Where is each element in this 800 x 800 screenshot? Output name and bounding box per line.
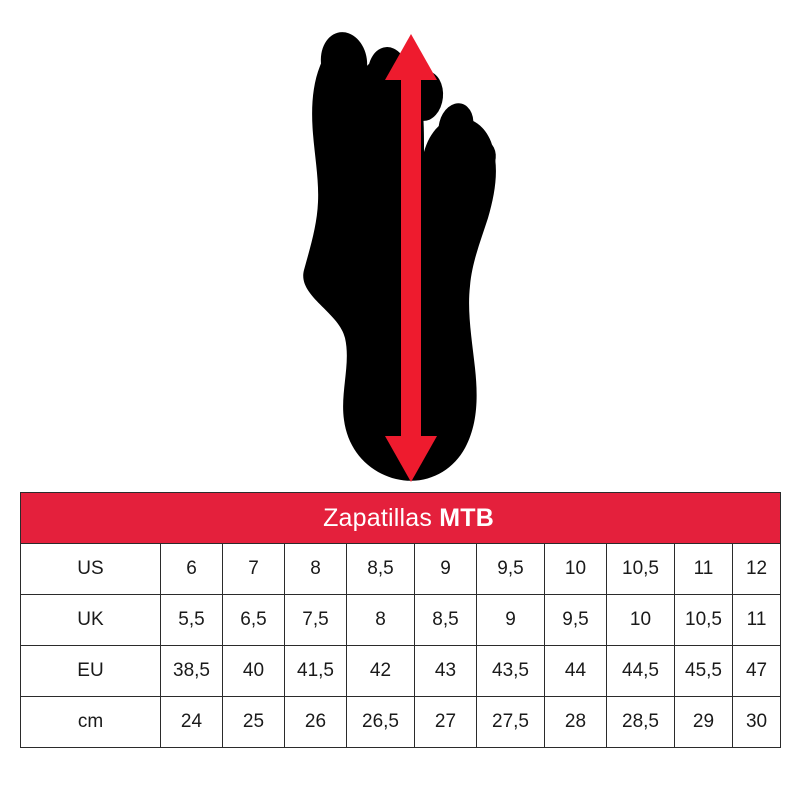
cell-cm-8: 28,5 [607,697,675,748]
table-row-us [21,544,781,595]
row-label-eu: EU [21,646,161,697]
table-title-cell [21,493,781,544]
cell-uk-10: 11 [733,595,781,646]
cell-uk-1: 5,5 [161,595,223,646]
cell-eu-7: 44 [545,646,607,697]
cell-cm-7: 28 [545,697,607,748]
cell-us-2: 7 [223,544,285,595]
cell-uk-7: 9,5 [545,595,607,646]
cell-eu-10: 47 [733,646,781,697]
cell-us-5: 9 [415,544,477,595]
cell-cm-4: 26,5 [347,697,415,748]
row-label-us: US [21,544,161,595]
cell-eu-6: 43,5 [477,646,545,697]
row-label-uk: UK [21,595,161,646]
cell-uk-4: 8 [347,595,415,646]
cell-cm-5: 27 [415,697,477,748]
cell-eu-1: 38,5 [161,646,223,697]
cell-us-6: 9,5 [477,544,545,595]
cell-us-7: 10 [545,544,607,595]
cell-eu-9: 45,5 [675,646,733,697]
table-title [21,504,780,533]
cell-cm-2: 25 [223,697,285,748]
cell-us-10: 12 [733,544,781,595]
cell-eu-3: 41,5 [285,646,347,697]
cell-uk-6: 9 [477,595,545,646]
table-title-row [21,493,781,544]
table-row-uk [21,595,781,646]
cell-eu-8: 44,5 [607,646,675,697]
cell-cm-6: 27,5 [477,697,545,748]
row-label-cm: cm [21,697,161,748]
cell-cm-1: 24 [161,697,223,748]
cell-cm-3: 26 [285,697,347,748]
cell-us-9: 11 [675,544,733,595]
cell-us-3: 8 [285,544,347,595]
size-conversion-table [20,492,781,748]
table-row-eu [21,646,781,697]
cell-uk-5: 8,5 [415,595,477,646]
cell-eu-2: 40 [223,646,285,697]
cell-us-1: 6 [161,544,223,595]
cell-eu-4: 42 [347,646,415,697]
cell-uk-9: 10,5 [675,595,733,646]
table-title-bold: MTB [439,503,494,532]
cell-uk-2: 6,5 [223,595,285,646]
cell-us-8: 10,5 [607,544,675,595]
cell-cm-10: 30 [733,697,781,748]
table-row-cm [21,697,781,748]
cell-uk-8: 10 [607,595,675,646]
table-title-plain: Zapatillas [323,503,440,532]
cell-eu-5: 43 [415,646,477,697]
cell-cm-9: 29 [675,697,733,748]
cell-uk-3: 7,5 [285,595,347,646]
cell-us-4: 8,5 [347,544,415,595]
